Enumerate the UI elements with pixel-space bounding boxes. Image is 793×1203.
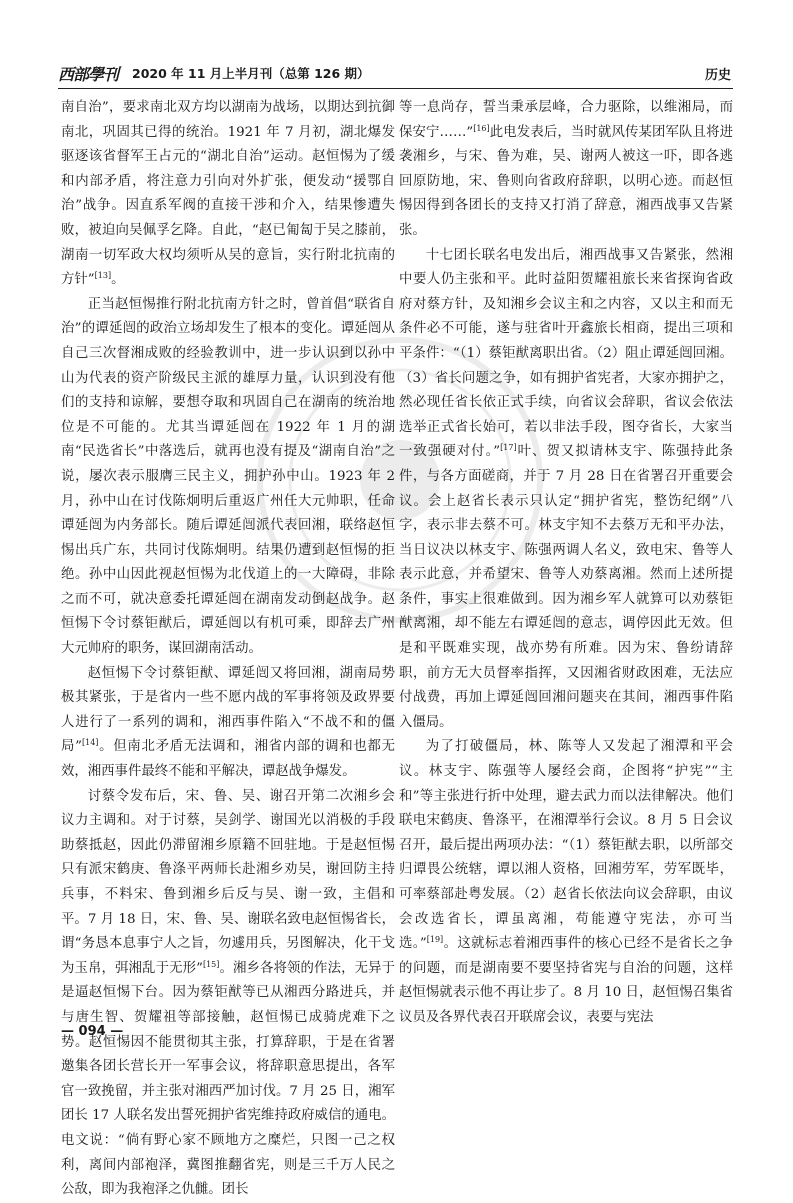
- paragraph: 正当赵恒惕推行附北抗南方针之时，曾首倡“联省自治”的谭延闿的政治立场却发生了根本的变化。谭延闿从自己三次督湘成败的经验教训中，进一步认识到以孙中山为代表的资产阶级民主派的雄厚力量，认识到没有他们的支持和谅解，要想夺取和巩固自己在湖南的统治地位是不可能的。尤其当谭延闿在 1922 年 1 月的湖南“民选省长”中落选后，就再也没有提及“湖南自治”之说，屡次表示服膺三民主义，拥护孙中山。1923 年 2 月，孙中山在讨伐陈炯明后重返广州任大元帅职，任命谭延闿为内务部长。随后谭延闿派代表回湘，联络赵恒惕出兵广东，共同讨伐陈炯明。结果仍遭到赵恒惕的拒绝。孙中山因此视赵恒惕为北伐道上的一大障碍，非除之而不可，就决意委托谭延闿在湖南发动倒赵战争。赵恒惕下令讨蔡钜猷后，谭延闿以有机可乘，即辞去广州大元帅府的职务，谋回湖南活动。: [61, 296, 395, 657]
- running-header: [58, 54, 733, 89]
- issue-info: 2020 年 11 月上半月刊（总第 126 期）: [132, 66, 370, 81]
- paragraph: 赵恒惕下令讨蔡钜猷、谭延闿又将回湘，湖南局势极其紧张，于是省内一些不愿内战的军事将领及政界要人进行了一系列的调和，湘西事件陷入“不战不和的僵局”[14]。但南北矛盾无法调和，湘省内部的调和也都无效，湘西事件最终不能和平解决，谭赵战争爆发。: [61, 665, 395, 780]
- citation-ref: [13]: [94, 271, 112, 281]
- section-label: 历史: [704, 68, 731, 83]
- page-number: — 094 —: [61, 1024, 124, 1039]
- citation-ref: [14]: [81, 738, 99, 748]
- paragraph: 为了打破僵局，林、陈等人又发起了湘潭和平会议。林支宇、陈强等人屡经会商，企图将“护宪”“主和”等主张进行折中处理，避去武力而以法律解决。他们联电宋鹤庚、鲁涤平，在湘潭举行会议。8 月 5 日会议召开，最后提出两项办法：“（1）蔡钜猷去职，以所部交归谭畏公统辖，谭以湘人资格，回湘劳军，劳军既毕，可率蔡部赴粤发展。（2）赵省长依法向议会辞职，由议会改选省长，谭虽离湘，苟能遵守宪法，亦可当选。”[19]。这就标志着湘西事件的核心已经不是省长之争的问题，而是湖南要不要坚持省宪与自治的问题，这样赵恒惕就表示他不再让步了。8 月 10 日，赵恒惕召集省议员及各界代表召开联席会议，表要与宪法: [399, 739, 733, 1025]
- paragraph: 十七团长联名电发出后，湘西战事又告紧张，然湘中要人仍主张和平。此时益阳贺耀祖旅长来省探询省政府对蔡方针，及知湘乡会议主和之内容，又以主和而无条件必不可能，遂与驻省叶开鑫旅长相商，提出三项和平条件：“（1）蔡钜猷离职出省。（2）阻止谭延闿回湘。（3）省长问题之争，如有拥护省宪者，大家亦拥护之，然必现任省长依正式手续，向省议会辞职，省议会依法选举正式省长始可，若以非法手段，图夺省长，大家当一致强硬对付。”[17]叶、贺又拟请林支宇、陈强持此条件，与各方面磋商，并于 7 月 28 日在省署召开重要会议。会上赵省长表示只认定“拥护省宪，整饬纪纲”八字，表示非去蔡不可。林支宇知不去蔡万无和平办法，当日议决以林支宇、陈强两调人名义，致电宋、鲁等人表示此意，并希望宋、鲁等人劝蔡离湘。然而上述所提条件，事实上很难做到。因为湘乡军人就算可以劝蔡钜猷离湘，却不能左右谭延闿的意志，调停因此无效。但是和平既难实现，战亦势有所难。因为宋、鲁纷请辞职，前方无大员督率指挥，又因湘省财政困难，无法应付战费，再加上谭延闿回湘问题夹在其间，湘西事件陷入僵局。: [399, 247, 734, 730]
- journal-logo: 西部學刊: [58, 65, 119, 84]
- paragraph: 等一息尚存，誓当秉承层峰，合力驱除，以维湘局，而保安宁……”[16]此电发表后，当时就风传某团军队且将进袭湘乡，与宋、鲁为难，吴、谢两人被这一吓，即各逃回原防地，宋、鲁则向省政府辞职，以明心迹。而赵恒惕因得到各团长的支持又打消了辞意，湘西战事又告紧张。: [399, 100, 733, 238]
- paragraph: 讨蔡令发布后，宋、鲁、吴、谢召开第二次湘乡会议力主调和。对于讨蔡，吴剑学、谢国光以消极的手段助蔡抵赵，因此仍滞留湘乡原籍不回驻地。于是赵恒惕只有派宋鹤庚、鲁涤平两师长赴湘乡劝吴，谢回防主持兵事，不料宋、鲁到湘乡后反与吴、谢一致，主倡和平。7 月 18 日，宋、鲁、吴、谢联名致电赵恒惕省长，谓“务恳本息事宁人之旨，勿遽用兵，另图解决，化干戈为玉帛，弭湘乱于无形”[15]。湘乡各将领的作法，无异于是逼赵恒惕下台。因为蔡钜猷等已从湘西分路进兵，并与唐生智、贺耀祖等部接触，赵恒惕已成骑虎难下之势。赵恒惕因不能贯彻其主张，打算辞职，于是在省署邀集各团长营长开一军事会议，将辞职意思提出，各军官一致挽留，并主张对湘西严加讨伐。7 月 25 日，湘军团长 17 人联名发出誓死拥护省宪维持政府威信的通电。电文说：“倘有野心家不顾地方之糜烂，只图一己之权利，离间内部袍泽，冀图推翻省宪，则是三千万人民之公敌，即为我袍泽之仇雠。团长: [61, 788, 395, 1198]
- citation-ref: [15]: [202, 959, 220, 969]
- citation-ref: [17]: [500, 443, 517, 453]
- citation-ref: [16]: [473, 123, 490, 133]
- paragraph: 南自治”，要求南北双方均以湖南为战场，以期达到抗御南北，巩固其已得的统治。1921 年 7 月初，湖北爆发驱逐该省督军王占元的“湖北自治”运动。赵恒惕为了缓和内部矛盾，将注意力引向对外扩张，便发动“援鄂自治”战争。因直系军阀的直接干涉和介入，结果惨遭失败，被迫向吴佩孚乞降。自此，“赵已匍匐于吴之膝前，湖南一切军政大权均须听从吴的意旨，实行附北抗南的方针”[13]。: [61, 100, 395, 288]
- citation-ref: [19]: [426, 935, 444, 945]
- right-column: [399, 96, 734, 1025]
